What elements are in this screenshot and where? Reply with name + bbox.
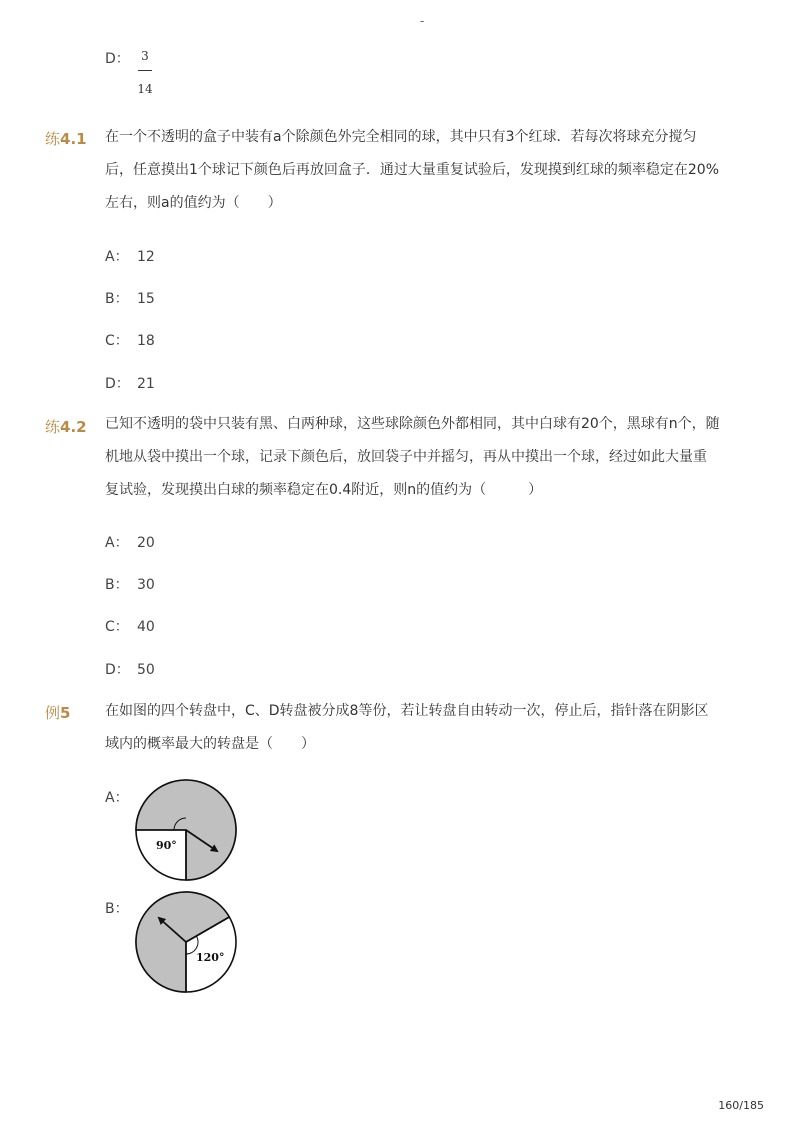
spinner-a: [134, 778, 238, 882]
question-text-4-2: 已知不透明的袋中只装有黑、白两种球，这些球除颜色外都相同，其中白球有20个，黑球有n个，随机地从袋中摸出一个球，记录下颜色后，放回袋子中并摇匀，再从中摸出一个球，经过如此大量重复试验，发现摸出白球的频率稳定在0.4附近，则n的值约为（ ）: [105, 416, 720, 498]
option-a[interactable]: [105, 246, 155, 266]
label-number: 4.1: [60, 130, 87, 148]
option-value: 21: [137, 376, 155, 392]
top-mark: -: [420, 14, 425, 28]
question-text-4-1: 在一个不透明的盒子中装有a个除颜色外完全相同的球，其中只有3个红球．若每次将球充分搅匀后，任意摸出1个球记下颜色后再放回盒子．通过大量重复试验后，发现摸到红球的频率稳定在20%左右，则a的值约为（ ）: [105, 129, 720, 211]
option-letter: D：: [105, 662, 130, 678]
label-prefix: 例: [45, 704, 61, 722]
fraction-numerator: 3: [141, 49, 149, 63]
option-letter: D：: [105, 51, 130, 67]
angle-label: 120°: [196, 951, 225, 964]
option-letter: C：: [105, 619, 129, 635]
option-value: 50: [137, 662, 155, 678]
option-c[interactable]: [105, 330, 155, 350]
question-label-4-2: [45, 416, 87, 437]
option-a[interactable]: [105, 787, 137, 807]
spinner-b: [134, 890, 238, 994]
prev-option-d[interactable]: [105, 48, 137, 68]
option-letter: D：: [105, 376, 130, 392]
option-value: 15: [137, 291, 155, 307]
option-letter: B：: [105, 577, 129, 593]
option-letter: A：: [105, 790, 129, 806]
option-c[interactable]: [105, 616, 155, 636]
question-text-5: 在如图的四个转盘中，C、D转盘被分成8等份，若让转盘自由转动一次，停止后，指针落在阴影区域内的概率最大的转盘是（ ）: [105, 703, 709, 752]
option-letter: A：: [105, 535, 129, 551]
option-b[interactable]: [105, 898, 137, 918]
fraction-denominator: 14: [137, 82, 153, 96]
fraction-bar: [138, 70, 152, 71]
angle-label: 90°: [156, 839, 177, 852]
option-value: 20: [137, 535, 155, 551]
option-a[interactable]: [105, 532, 155, 552]
fraction-3-14: [136, 48, 154, 97]
label-number: 4.2: [60, 418, 87, 436]
option-d[interactable]: [105, 659, 155, 679]
option-d[interactable]: [105, 373, 155, 393]
option-value: 40: [137, 619, 155, 635]
page-number: 160/185: [718, 1099, 764, 1112]
label-number: 5: [60, 704, 71, 722]
option-b[interactable]: [105, 288, 155, 308]
question-label-4-1: [45, 128, 87, 149]
option-letter: B：: [105, 901, 129, 917]
option-letter: A：: [105, 249, 129, 265]
label-prefix: 练: [45, 130, 61, 148]
option-value: 18: [137, 333, 155, 349]
option-letter: B：: [105, 291, 129, 307]
option-value: 30: [137, 577, 155, 593]
option-b[interactable]: [105, 574, 155, 594]
option-value: 12: [137, 249, 155, 265]
option-letter: C：: [105, 333, 129, 349]
question-label-5: [45, 702, 70, 723]
label-prefix: 练: [45, 418, 61, 436]
